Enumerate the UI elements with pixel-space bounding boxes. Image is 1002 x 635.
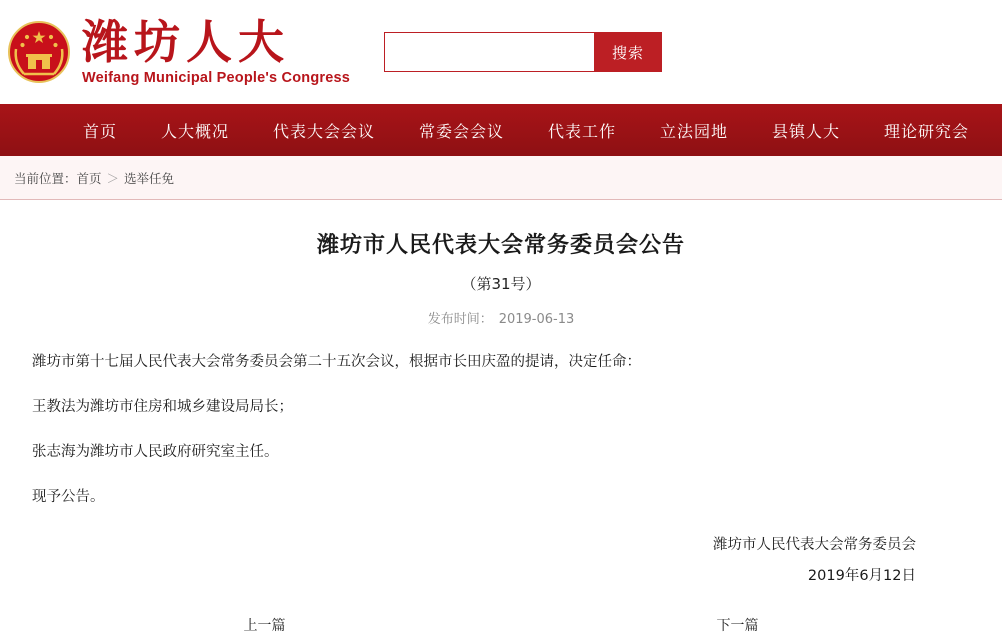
next-article-link[interactable]: 下一篇 [716, 618, 759, 635]
nav-item-overview[interactable]: 人大概况 [160, 121, 229, 141]
article-paragraph: 王教法为潍坊市住房和城乡建设局局长； [32, 398, 293, 415]
site-logo-en: Weifang Municipal People's Congress [82, 70, 351, 87]
breadcrumb-bar [0, 156, 1002, 200]
article-paragraph: 现予公告。 [32, 488, 105, 505]
article-meta [28, 308, 974, 327]
nav-item-standing-committee-meetings[interactable]: 常委会会议 [418, 121, 504, 141]
breadcrumb-prefix: 当前位置： [14, 170, 77, 186]
publish-time-label: 发布时间： [427, 312, 493, 327]
article-signature [28, 530, 974, 591]
site-logo[interactable] [82, 14, 351, 87]
breadcrumb-item-home[interactable]: 首页 [76, 170, 102, 186]
article-title: 潍坊市人民代表大会常务委员会公告 [316, 233, 685, 258]
article-content [0, 228, 1002, 635]
site-header [0, 0, 1002, 104]
search-area [384, 32, 662, 72]
signature-organization: 潍坊市人民代表大会常务委员会 [713, 537, 916, 554]
nav-item-home[interactable]: 首页 [82, 121, 117, 141]
site-logo-cn: 潍坊人大 [82, 14, 290, 69]
search-button[interactable]: 搜索 [594, 32, 662, 72]
nav-item-county-town-congress[interactable]: 县镇人大 [772, 121, 841, 141]
article-pager [28, 615, 974, 635]
breadcrumb [14, 169, 174, 187]
breadcrumb-separator: ＞ [106, 170, 120, 186]
nav-item-congress-meetings[interactable]: 代表大会会议 [272, 121, 375, 141]
article-paragraph: 张志海为潍坊市人民政府研究室主任。 [32, 443, 279, 460]
breadcrumb-item-elections[interactable]: 选举任免 [124, 170, 175, 186]
main-nav [0, 104, 1002, 156]
national-emblem-icon [8, 21, 70, 83]
previous-article-link[interactable]: 上一篇 [243, 618, 286, 635]
nav-item-deputy-work[interactable]: 代表工作 [548, 121, 617, 141]
article-paragraph: 潍坊市第十七届人民代表大会常务委员会第二十五次会议，根据市长田庆盈的提请，决定任命： [32, 354, 641, 370]
nav-item-theory-research[interactable]: 理论研究会 [884, 121, 970, 141]
article-body [28, 347, 974, 512]
signature-date: 2019年6月12日 [807, 567, 916, 584]
publish-date: 2019-06-13 [498, 312, 575, 327]
nav-item-legislation[interactable]: 立法园地 [660, 121, 729, 141]
search-input[interactable] [384, 32, 594, 72]
article-subtitle: （第31号） [461, 275, 541, 293]
